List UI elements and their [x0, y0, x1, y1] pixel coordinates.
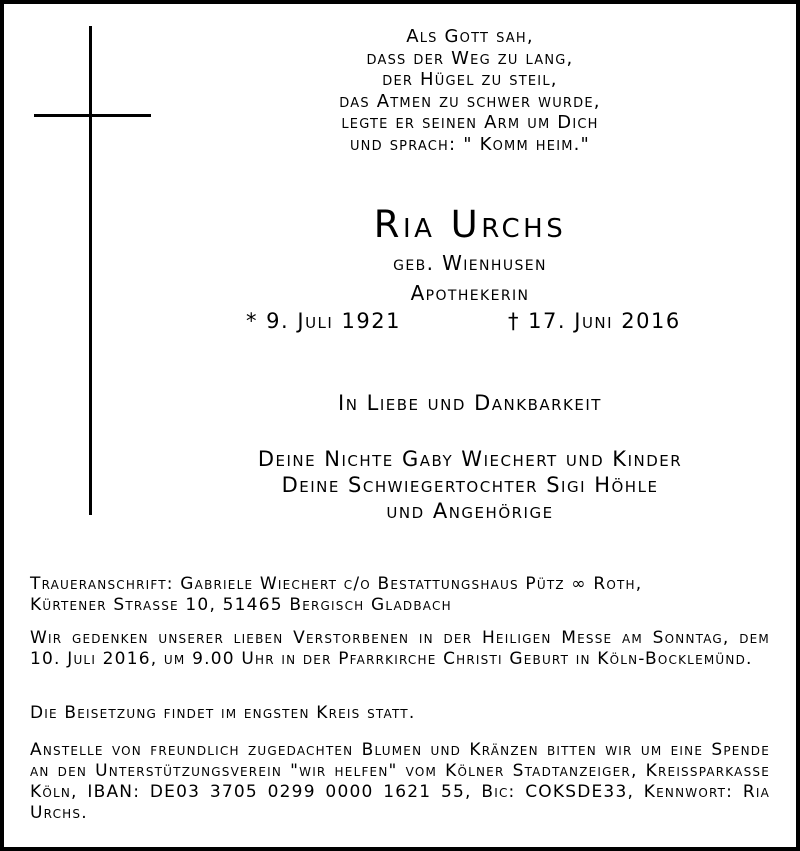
death-date: † 17. Juni 2016 [508, 309, 681, 333]
poem-line: der Hügel zu steil, [382, 69, 558, 91]
deceased-name: Ria Urchs [373, 203, 567, 246]
mourners-list [180, 446, 760, 524]
poem-line: und sprach: " Komm heim." [349, 133, 591, 155]
profession: Apothekerin [410, 281, 530, 305]
poem-line: dass der Weg zu lang, [366, 47, 574, 69]
mourner-line: Deine Schwiegertochter Sigi Höhle [281, 473, 659, 497]
birth-date: * 9. Juli 1921 [246, 309, 401, 333]
dedication: In Liebe und Dankbarkeit [338, 391, 602, 415]
cross-horizontal-bar [34, 114, 151, 117]
burial-notice: Die Beisetzung findet im engsten Kreis statt. [30, 703, 416, 723]
cross-vertical-bar [89, 26, 92, 515]
poem-line: Als Gott sah, [406, 26, 534, 47]
poem-line: legte er seinen Arm um Dich [341, 112, 599, 134]
poem-line: das Atmen zu schwer wurde, [339, 90, 601, 112]
mass-notice: Wir gedenken unserer lieben Verstorbenen in der Heiligen Messe am Sonntag, dem 10. Juli 2016, um 9.00 Uhr in der Pfarrkirche Christi Geburt in Köln-Bocklemünd. [30, 628, 770, 669]
funeral-address [30, 574, 770, 616]
address-line: Kürtener Strasse 10, 51465 Bergisch Gladbach [30, 595, 452, 615]
maiden-name: geb. Wienhusen [393, 251, 547, 275]
mourner-line: Deine Nichte Gaby Wiechert und Kinder [257, 447, 683, 471]
donation-notice: Anstelle von freundlich zugedachten Blumen und Kränzen bitten wir um eine Spende an den Unterstützungsverein "wir helfen" vom Kölner Stadtanzeiger, Kreissparkasse Köln, IBAN: DE03 3705 0299 0000 1621 55, Bic: COKSDE33, Kennwort: Ria Urchs. [30, 740, 770, 823]
address-line: Traueranschrift: Gabriele Wiechert c/o Bestattungshaus Pütz ∞ Roth, [30, 574, 643, 594]
poem [270, 26, 670, 156]
mourner-line: und Angehörige [386, 499, 554, 523]
